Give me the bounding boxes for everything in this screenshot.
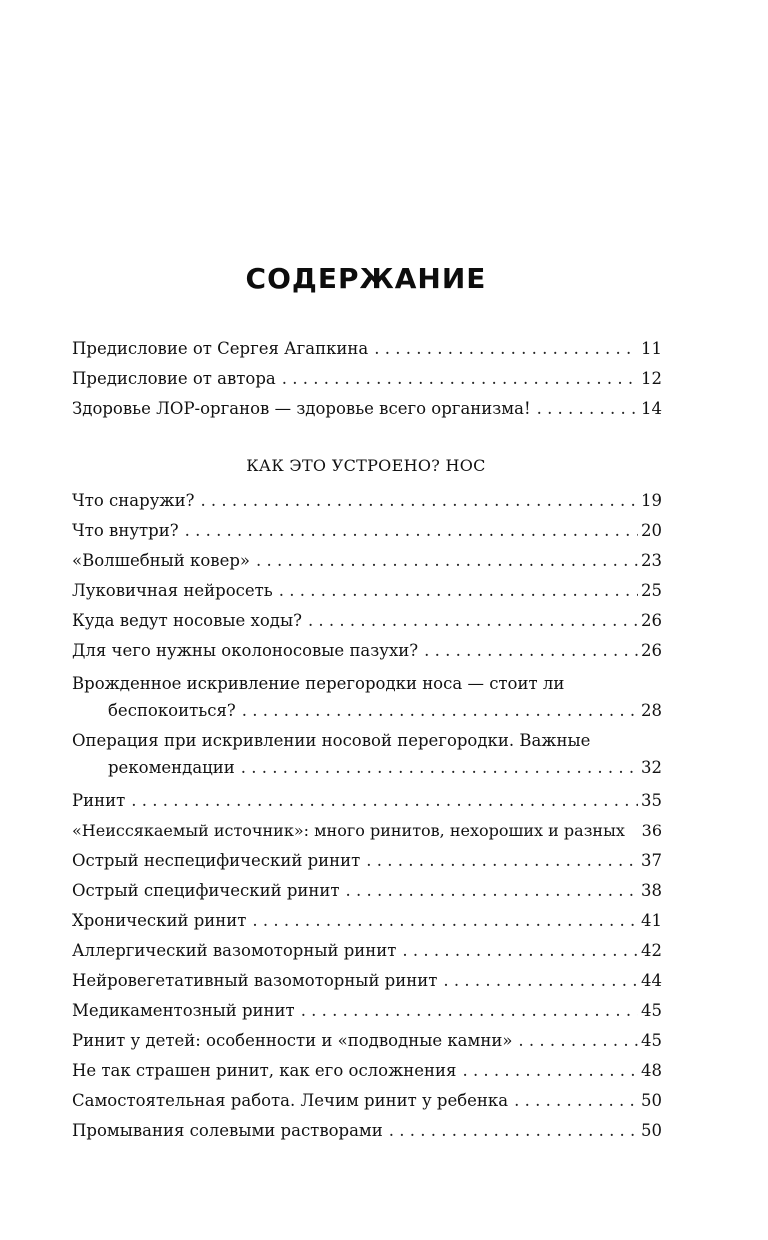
toc-entry [72, 394, 662, 424]
dot-leader [282, 364, 638, 394]
toc-entry [72, 606, 662, 636]
dot-leader [308, 606, 638, 636]
toc-entry-page: 50 [641, 1091, 662, 1110]
dot-leader [424, 636, 638, 666]
toc-entry-label: Промывания солевыми растворами [72, 1121, 383, 1140]
toc-entry-page: 36 [641, 821, 662, 840]
dot-leader [518, 1026, 638, 1056]
toc-entry [72, 906, 662, 936]
dot-leader [242, 697, 638, 725]
toc-entry [72, 846, 662, 876]
toc-entry-page: 14 [641, 399, 662, 418]
toc-entry [72, 1026, 662, 1056]
toc-entry-label: Куда ведут носовые ходы? [72, 611, 302, 630]
toc-entry-page: 41 [641, 911, 662, 930]
toc-section-block-2 [72, 786, 662, 1146]
toc-entry-page: 38 [641, 881, 662, 900]
dot-leader [256, 546, 638, 576]
toc-entry-label-line2: рекомендации [108, 758, 235, 777]
toc-entry-page: 28 [641, 701, 662, 720]
dot-leader [252, 906, 638, 936]
toc-section-block [72, 486, 662, 784]
toc-entry [72, 546, 662, 576]
toc-entry-label: Не так страшен ринит, как его осложнения [72, 1061, 457, 1080]
toc-intro-block [72, 334, 662, 424]
toc-entry-page: 45 [641, 1031, 662, 1050]
toc-entry-page: 19 [641, 491, 662, 510]
section-heading: КАК ЭТО УСТРОЕНО? НОС [246, 456, 486, 475]
toc-entry-label: Предисловие от Сергея Агапкина [72, 339, 369, 358]
dot-leader [279, 576, 638, 606]
toc-entry-page: 32 [641, 758, 662, 777]
toc-entry-page: 45 [641, 1001, 662, 1020]
dot-leader [185, 516, 638, 546]
toc-entry-page: 11 [641, 339, 662, 358]
toc-entry-label: «Неиссякаемый источник»: много ринитов, нехороших и разных [72, 821, 625, 840]
toc-entry [72, 786, 662, 816]
toc-entry-page: 26 [641, 641, 662, 660]
toc-entry-page: 23 [641, 551, 662, 570]
toc-entry [72, 936, 662, 966]
dot-leader [366, 846, 638, 876]
toc-entry-label: Нейровегетативный вазомоторный ринит [72, 971, 438, 990]
toc-entry-label: Что внутри? [72, 521, 179, 540]
toc-entry [72, 1116, 662, 1146]
toc-entry-label: Луковичная нейросеть [72, 581, 273, 600]
toc-entry-label: Острый специфический ринит [72, 881, 340, 900]
toc-entry-label: Самостоятельная работа. Лечим ринит у ребенка [72, 1091, 509, 1110]
toc-entry [72, 996, 662, 1026]
toc-entry-label: Аллергический вазомоторный ринит [72, 941, 397, 960]
toc-entry-label-line1: Врожденное искривление перегородки носа — стоит ли [72, 674, 565, 693]
dot-leader [402, 936, 638, 966]
toc-entry-label: Что снаружи? [72, 491, 195, 510]
toc-entry [72, 754, 662, 784]
toc-entry [72, 816, 662, 846]
toc-entry-label: Для чего нужны околоносовые пазухи? [72, 641, 419, 660]
toc-entry [72, 966, 662, 996]
dot-leader [514, 1086, 638, 1116]
toc-entry-page: 50 [641, 1121, 662, 1140]
toc-entry-page: 20 [641, 521, 662, 540]
toc-entry [72, 636, 662, 666]
dot-leader [443, 966, 638, 996]
toc-entry [72, 1086, 662, 1116]
dot-leader [200, 486, 638, 516]
toc-entry [72, 697, 662, 727]
dot-leader [346, 876, 638, 906]
toc-entry-page: 42 [641, 941, 662, 960]
toc-entry-label: Ринит у детей: особенности и «подводные камни» [72, 1031, 513, 1050]
toc-entry-multiline [72, 670, 662, 727]
toc-entry-label: Предисловие от автора [72, 369, 276, 388]
toc-entry [72, 364, 662, 394]
page-title: СОДЕРЖАНИЕ [245, 262, 487, 295]
toc-entry [72, 516, 662, 546]
toc-entry-label: Острый неспецифический ринит [72, 851, 361, 870]
toc-entry-label: Медикаментозный ринит [72, 1001, 295, 1020]
dot-leader [462, 1056, 638, 1086]
toc-entry [72, 1056, 662, 1086]
toc-entry [72, 876, 662, 906]
toc-entry-multiline [72, 727, 662, 784]
toc-entry-label: Хронический ринит [72, 911, 247, 930]
dot-leader [389, 1116, 638, 1146]
toc-entry-label: «Волшебный ковер» [72, 551, 251, 570]
dot-leader [374, 334, 638, 364]
toc-entry-label-line1: Операция при искривлении носовой перегородки. Важные [72, 731, 591, 750]
toc-entry [72, 576, 662, 606]
toc-entry-page: 12 [641, 369, 662, 388]
toc-entry-page: 35 [641, 791, 662, 810]
toc-entry [72, 486, 662, 516]
dot-leader [131, 786, 638, 816]
toc-entry-page: 37 [641, 851, 662, 870]
toc-entry-page: 48 [641, 1061, 662, 1080]
toc-entry-label: Ринит [72, 791, 126, 810]
dot-leader [301, 996, 638, 1026]
dot-leader [241, 754, 638, 782]
dot-leader [537, 394, 638, 424]
toc-entry [72, 334, 662, 364]
toc-entry-page: 25 [641, 581, 662, 600]
toc-entry-page: 26 [641, 611, 662, 630]
toc-entry-label: Здоровье ЛОР-органов — здоровье всего организма! [72, 399, 531, 418]
toc-entry-page: 44 [641, 971, 662, 990]
toc-entry-label-line2: беспокоиться? [108, 701, 236, 720]
